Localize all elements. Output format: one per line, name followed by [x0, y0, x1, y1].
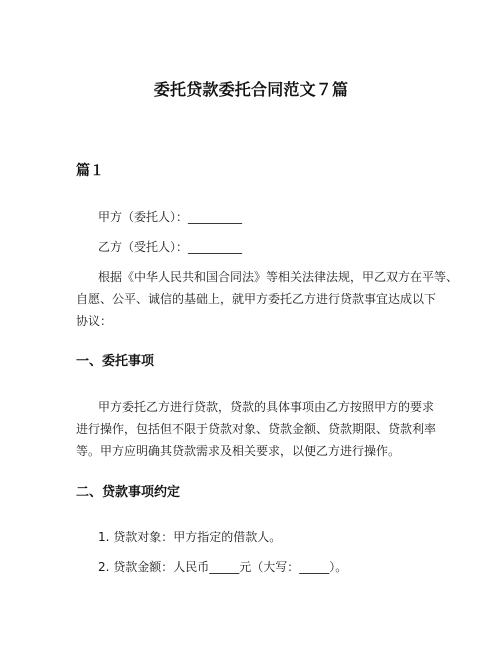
document-title: 委托贷款委托合同范文７篇 [153, 80, 349, 99]
intro-line-3: 协议： [76, 314, 113, 328]
party-b-line: 乙方（受托人）：_________ [98, 240, 243, 254]
party-a-line: 甲方（委托人）：_________ [98, 210, 243, 224]
heading-entrusted-matters: 一、委托事项 [76, 354, 155, 369]
paragraph-1-line-1: 甲方委托乙方进行贷款，贷款的具体事项由乙方按照甲方的要求 [98, 400, 435, 414]
intro-line-1: 根据《中华人民共和国合同法》等相关法律法规，甲乙双方在平等、 [98, 270, 459, 284]
intro-line-2: 自愿、公平、诚信的基础上，就甲方委托乙方进行贷款事宜达成以下 [76, 292, 437, 306]
list-item-loan-object: 1. 贷款对象：甲方指定的借款人。 [98, 530, 282, 544]
paragraph-1-line-3: 等。甲方应明确其贷款需求及相关要求，以便乙方进行操作。 [76, 444, 401, 458]
paragraph-1-line-2: 进行操作，包括但不限于贷款对象、贷款金额、贷款期限、贷款利率 [76, 422, 437, 436]
list-item-loan-amount: 2. 贷款金额：人民币_____元（大写：_____）。 [98, 560, 348, 574]
heading-loan-terms: 二、贷款事项约定 [76, 485, 181, 500]
section-title: 篇１ [76, 163, 104, 179]
